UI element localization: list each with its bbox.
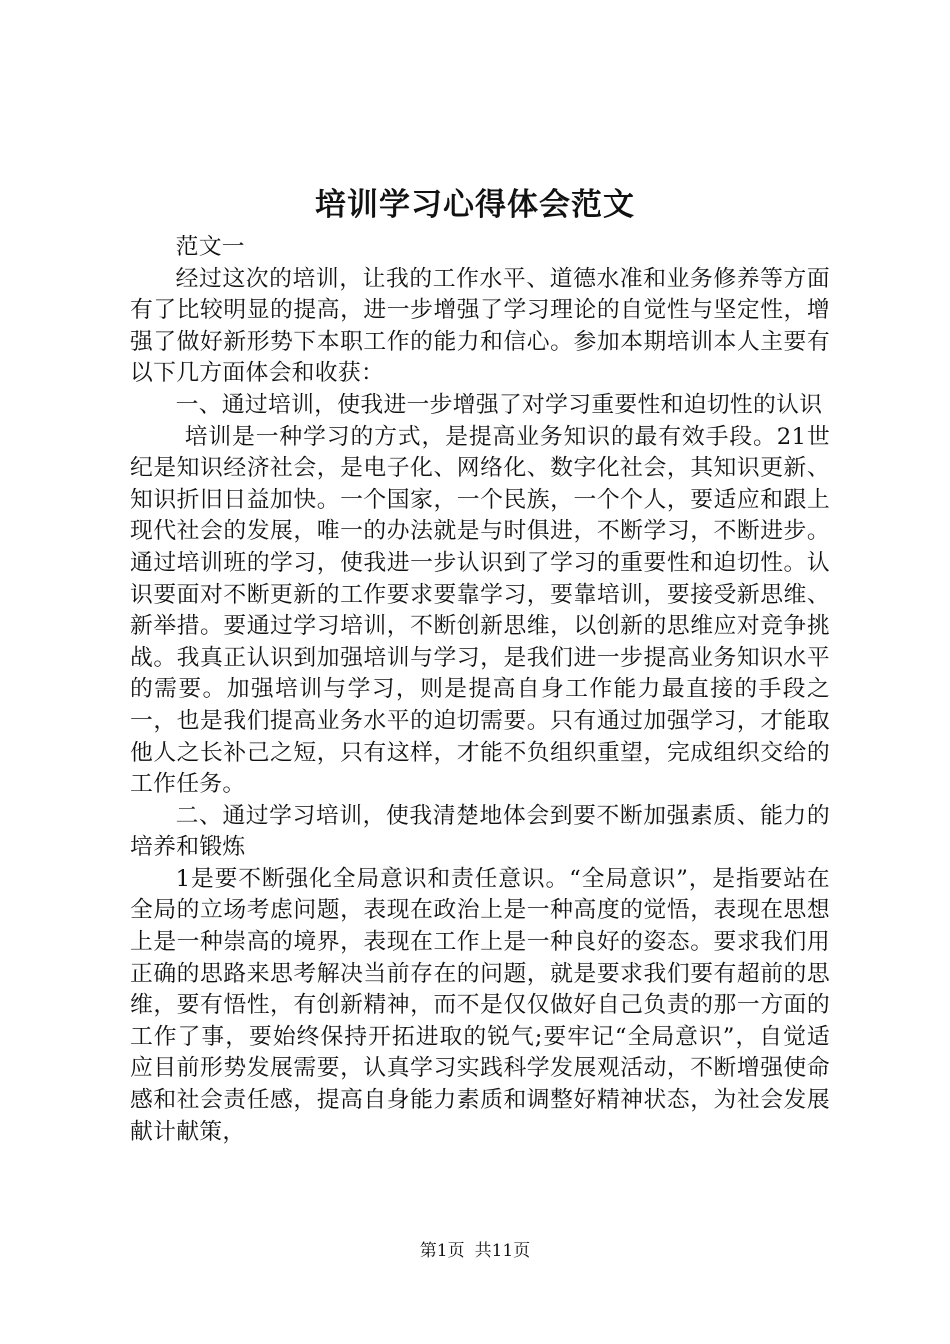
heading-one: 一、通过培训，使我进一步增强了对学习重要性和迫切性的认识: [175, 391, 823, 418]
heading-two: 二、通过学习培训，使我清楚地体会到要不断加强素质、能力的培养和锻炼: [130, 802, 830, 861]
body-paragraph-two: 1是要不断强化全局意识和责任意识。“全局意识”，是指要站在全局的立场考虑问题，表现在政治上是一种高度的觉悟，表现在思想上是一种崇高的境界，表现在工作上是一种良好的姿态。要求我们用正确的思路来思考解决当前存在的问题，就是要求我们要有超前的思维，要有悟性，有创新精神，而不是仅仅做好自己负责的那一方面的工作了事，要始终保持开拓进取的锐气;要牢记“全局意识”，自觉适应目前形势发展需要，认真学习实践科学发展观活动，不断增强使命感和社会责任感，提高自身能力素质和调整好精神状态，为社会发展献计献策，: [130, 865, 830, 1145]
body-paragraph-one: 培训是一种学习的方式，是提高业务知识的最有效手段。21世纪是知识经济社会，是电子化、网络化、数字化社会，其知识更新、知识折旧日益加快。一个国家，一个民族，一个个人，要适应和跟上现代社会的发展，唯一的办法就是与时俱进，不断学习，不断进步。通过培训班的学习，使我进一步认识到了学习的重要性和迫切性。认识要面对不断更新的工作要求要靠学习，要靠培训，要接受新思维、新举措。要通过学习培训，不断创新思维，以创新的思维应对竞争挑战。我真正认识到加强培训与学习，是我们进一步提高业务知识水平的需要。加强培训与学习，则是提高自身工作能力最直接的手段之一，也是我们提高业务水平的迫切需要。只有通过加强学习，才能取他人之长补己之短，只有这样，才能不负组织重望，完成组织交给的工作任务。: [130, 423, 830, 798]
intro-paragraph: 经过这次的培训，让我的工作水平、道德水准和业务修养等方面有了比较明显的提高，进一步增强了学习理论的自觉性与坚定性，增强了做好新形势下本职工作的能力和信心。参加本期培训本人主要有以下几方面体会和收获：: [130, 265, 830, 387]
document-body: [130, 232, 830, 1148]
document-title: 培训学习心得体会范文: [315, 187, 635, 223]
page-number: 第1页: [419, 1241, 465, 1261]
page-total: 共11页: [474, 1241, 531, 1261]
page-footer: [0, 1240, 950, 1262]
section-label: 范文一: [175, 234, 245, 260]
